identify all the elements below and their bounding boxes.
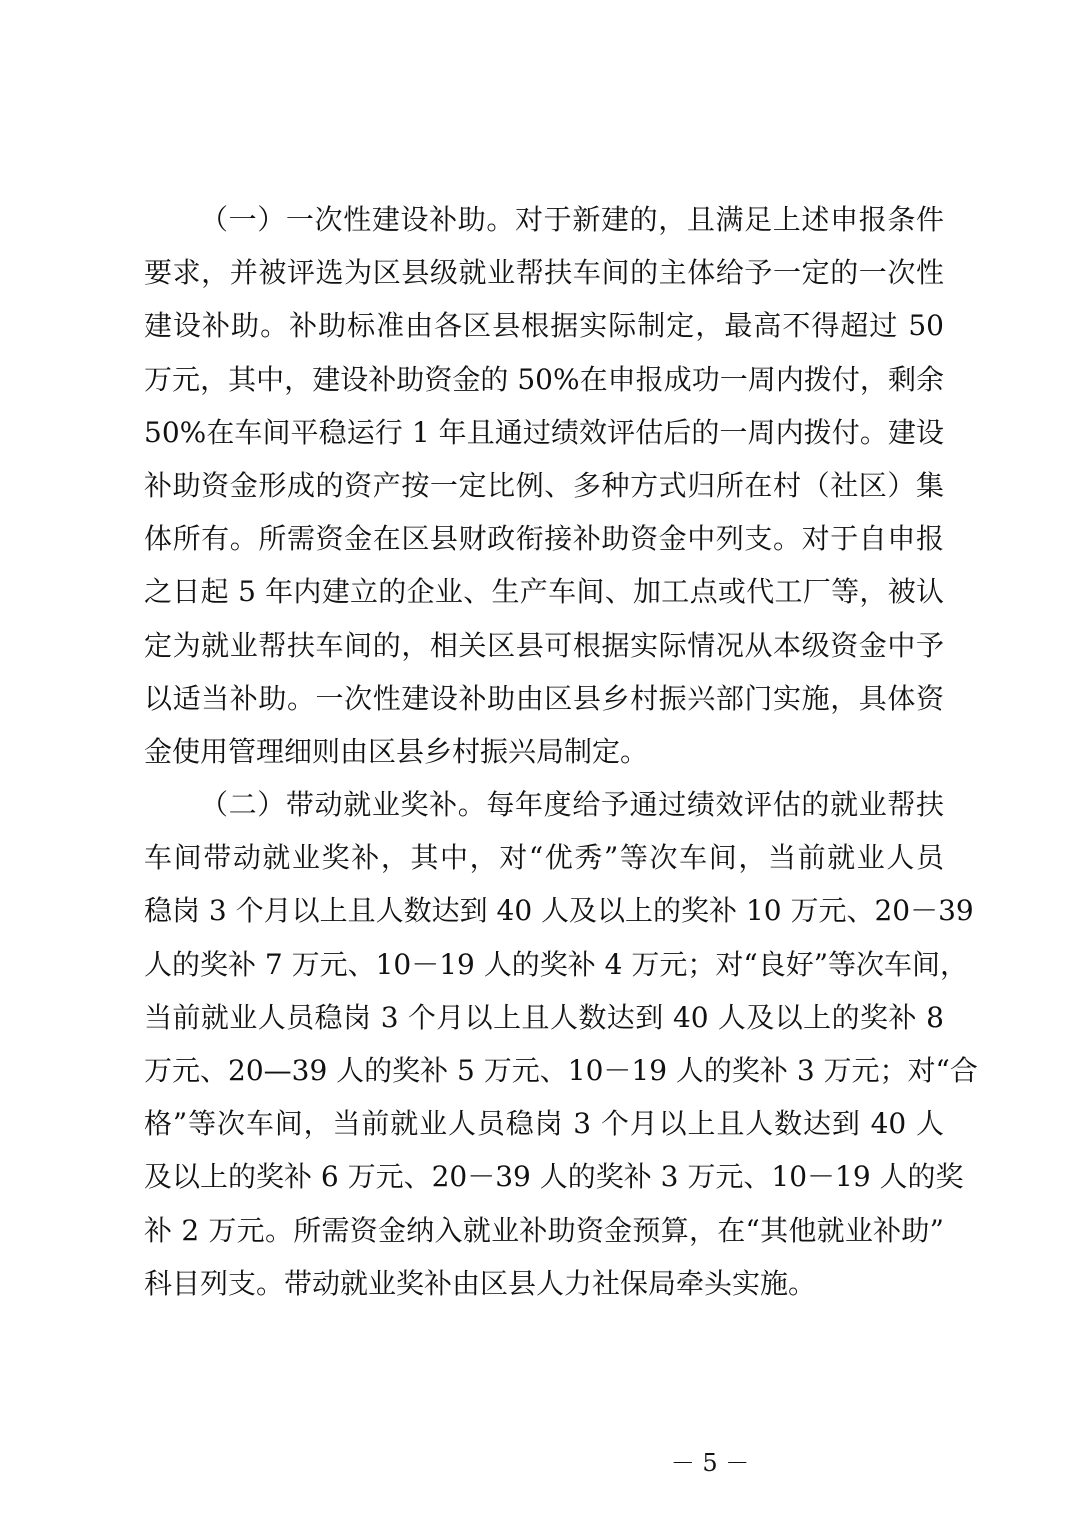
text-line: 万元、20—39 人的奖补 5 万元、10－19 人的奖补 3 万元；对“合 [144, 1054, 978, 1087]
text-line: 万元，其中，建设补助资金的 50%在申报成功一周内拨付，剩余 [144, 362, 944, 396]
text-line: 要求，并被评选为区县级就业帮扶车间的主体给予一定的一次性 [144, 256, 944, 290]
text-line: 体所有。所需资金在区县财政衔接补助资金中列支。对于自申报 [144, 522, 944, 556]
text-line: 之日起 5 年内建立的企业、生产车间、加工点或代工厂等，被认 [144, 575, 944, 609]
paragraph-employment-reward [144, 778, 978, 1310]
text-line: 以适当补助。一次性建设补助由区县乡村振兴部门实施，具体资 [144, 681, 944, 715]
text-line: 稳岗 3 个月以上且人数达到 40 人及以上的奖补 10 万元、20－39 [144, 894, 974, 928]
text-line: 格”等次车间，当前就业人员稳岗 3 个月以上且人数达到 40 人 [144, 1107, 944, 1141]
text-line: 50%在车间平稳运行 1 年且通过绩效评估后的一周内拨付。建设 [144, 415, 944, 449]
text-line: 及以上的奖补 6 万元、20－39 人的奖补 3 万元、10－19 人的奖 [144, 1160, 964, 1194]
body-text [144, 193, 978, 1310]
text-line: 科目列支。带动就业奖补由区县人力社保局牵头实施。 [144, 1266, 817, 1300]
text-line: （二）带动就业奖补。每年度给予通过绩效评估的就业帮扶 [200, 788, 944, 822]
paragraph-construction-subsidy [144, 193, 944, 778]
text-line: 当前就业人员稳岗 3 个月以上且人数达到 40 人及以上的奖补 8 [144, 1000, 944, 1034]
text-line: 定为就业帮扶车间的，相关区县可根据实际情况从本级资金中予 [144, 628, 944, 662]
text-line: 车间带动就业奖补，其中，对“优秀”等次车间，当前就业人员 [144, 841, 944, 875]
text-line: 人的奖补 7 万元、10－19 人的奖补 4 万元；对“良好”等次车间， [144, 947, 969, 981]
page-number: － 5 － [670, 1449, 750, 1477]
text-line: 补 2 万元。所需资金纳入就业补助资金预算，在“其他就业补助” [144, 1213, 944, 1247]
text-line: （一）一次性建设补助。对于新建的，且满足上述申报条件 [200, 203, 944, 236]
text-line: 补助资金形成的资产按一定比例、多种方式归所在村（社区）集 [144, 468, 944, 502]
text-line: 建设补助。补助标准由各区县根据实际制定，最高不得超过 50 [144, 309, 944, 343]
text-line: 金使用管理细则由区县乡村振兴局制定。 [144, 734, 649, 768]
